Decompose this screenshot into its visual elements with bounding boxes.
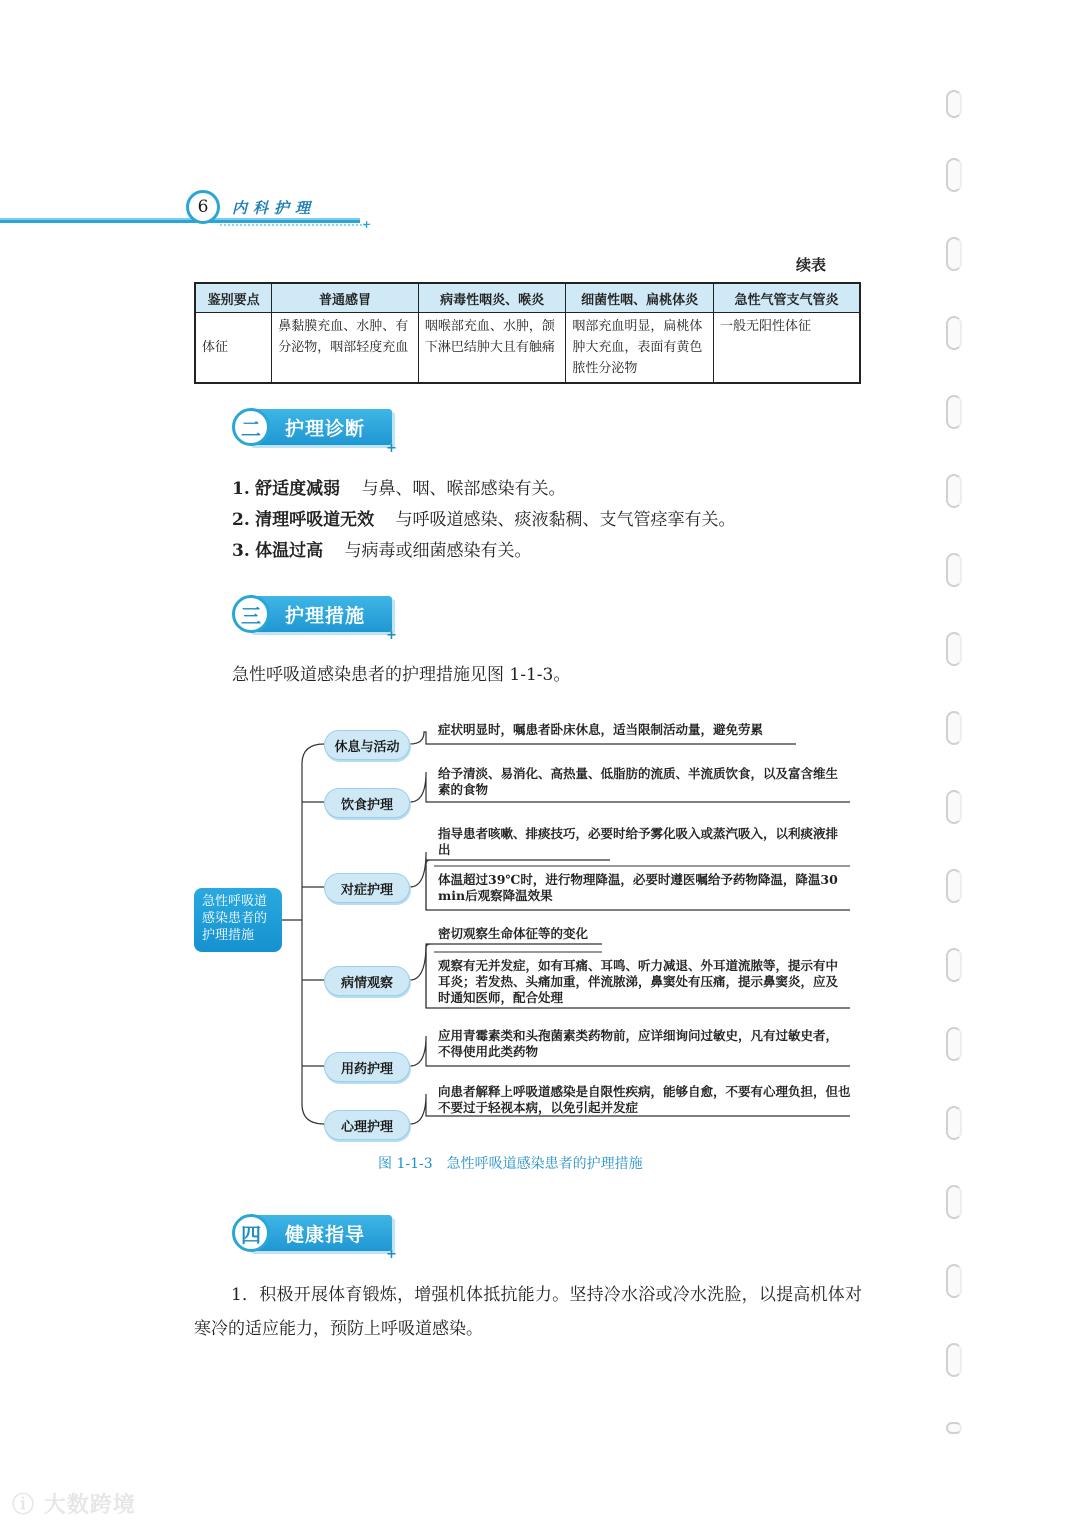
table-header: 细菌性咽、扁桃体炎 xyxy=(566,283,714,313)
diagnosis-item xyxy=(232,539,532,563)
watermark-logo-icon: ⓘ xyxy=(12,1493,36,1518)
table-continued-label: 续表 xyxy=(796,256,827,274)
item-text: 与呼吸道感染、痰液黏稠、支气管痉挛有关。 xyxy=(395,510,736,530)
plus-icon: + xyxy=(386,1247,397,1262)
figure-caption: 图 1-1-3 急性呼吸道感染患者的护理措施 xyxy=(378,1156,643,1172)
item-text: 与鼻、咽、喉部感染有关。 xyxy=(361,479,566,499)
section-number: 二 xyxy=(232,408,270,446)
mindmap-leaf: 体温超过39℃时，进行物理降温，必要时遵医嘱给予药物降温，降温30 min后观察降温效果 xyxy=(438,872,838,903)
section-number: 三 xyxy=(232,595,270,633)
item-text: 与病毒或细菌感染有关。 xyxy=(344,541,532,561)
diagnosis-item xyxy=(232,508,736,532)
svg-text:+: + xyxy=(362,218,372,231)
mindmap-branch: 饮食护理 xyxy=(324,788,410,818)
measures-intro: 急性呼吸道感染患者的护理措施见图 1-1-3。 xyxy=(232,665,571,685)
mindmap-branch: 对症护理 xyxy=(324,873,410,903)
section-heading-measures xyxy=(230,592,400,642)
item-key: 清理呼吸道无效 xyxy=(255,510,375,530)
health-guidance-paragraph: 1．积极开展体育锻炼，增强机体抵抗能力。坚持冷水浴或冷水洗脸，以提高机体对寒冷的适应能力，预防上呼吸道感染。 xyxy=(194,1285,862,1339)
item-number: 2. xyxy=(232,510,250,530)
binding-holes xyxy=(940,90,970,1440)
mindmap-leaf: 指导患者咳嗽、排痰技巧，必要时给予雾化吸入或蒸汽吸入，以利痰液排出 xyxy=(438,826,839,857)
watermark-text: 大数跨境 xyxy=(43,1493,136,1518)
mindmap-branch: 心理护理 xyxy=(324,1110,410,1140)
item-key: 舒适度减弱 xyxy=(255,479,341,499)
mindmap-branch: 病情观察 xyxy=(324,966,410,996)
book-title: 内科护理 xyxy=(232,199,317,217)
plus-icon: + xyxy=(386,441,397,456)
item-number: 3. xyxy=(232,541,250,561)
section-title: 护理措施 xyxy=(285,605,366,627)
nursing-measures-mindmap xyxy=(190,712,860,1142)
page-number: 6 xyxy=(186,190,220,224)
mindmap-branch: 用药护理 xyxy=(324,1052,410,1082)
section-title: 健康指导 xyxy=(285,1224,366,1246)
plus-icon: + xyxy=(386,628,397,643)
table-header: 鉴别要点 xyxy=(195,283,272,313)
differential-table xyxy=(194,282,861,384)
table-cell: 体征 xyxy=(195,313,272,384)
mindmap-leaf: 观察有无并发症，如有耳痛、耳鸣、听力减退、外耳道流脓等，提示有中耳炎；若发热、头痛加重，伴流脓涕，鼻窦处有压痛，提示鼻窦炎，应及时通知医师，配合处理 xyxy=(438,958,839,1005)
table-cell: 一般无阳性体征 xyxy=(713,313,860,384)
mindmap-leaf: 给予清淡、易消化、高热量、低脂肪的流质、半流质饮食，以及富含维生素的食物 xyxy=(438,766,839,797)
mindmap-leaf: 应用青霉素类和头孢菌素类药物前，应详细询问过敏史，凡有过敏史者，不得使用此类药物 xyxy=(438,1028,839,1059)
table-row xyxy=(195,313,860,384)
section-title: 护理诊断 xyxy=(285,418,366,440)
mindmap-root: 急性呼吸道感染患者的护理措施 xyxy=(194,888,282,952)
item-key: 体温过高 xyxy=(255,541,324,561)
mindmap-leaf: 向患者解释上呼吸道感染是自限性疾病，能够自愈，不要有心理负担，但也不要过于轻视本病，以免引起并发症 xyxy=(438,1084,851,1115)
section-heading-health-guidance xyxy=(230,1211,400,1261)
table-cell: 鼻黏膜充血、水肿、有分泌物，咽部轻度充血 xyxy=(272,313,419,384)
table-header-row xyxy=(195,283,860,313)
diagnosis-item xyxy=(232,477,566,501)
section-number: 四 xyxy=(232,1214,270,1252)
table-header: 急性气管支气管炎 xyxy=(713,283,860,313)
mindmap-leaf: 症状明显时，嘱患者卧床休息，适当限制活动量，避免劳累 xyxy=(438,722,764,737)
table-header: 病毒性咽炎、喉炎 xyxy=(418,283,566,313)
section-heading-diagnosis xyxy=(230,405,400,455)
item-number: 1. xyxy=(232,479,250,499)
watermark xyxy=(12,1488,136,1519)
mindmap-branch: 休息与活动 xyxy=(324,730,410,760)
mindmap-leaf: 密切观察生命体征等的变化 xyxy=(438,926,589,941)
table-cell: 咽喉部充血、水肿，颌下淋巴结肿大且有触痛 xyxy=(418,313,566,384)
table-header: 普通感冒 xyxy=(272,283,419,313)
table-cell: 咽部充血明显，扁桃体肿大充血，表面有黄色脓性分泌物 xyxy=(566,313,714,384)
